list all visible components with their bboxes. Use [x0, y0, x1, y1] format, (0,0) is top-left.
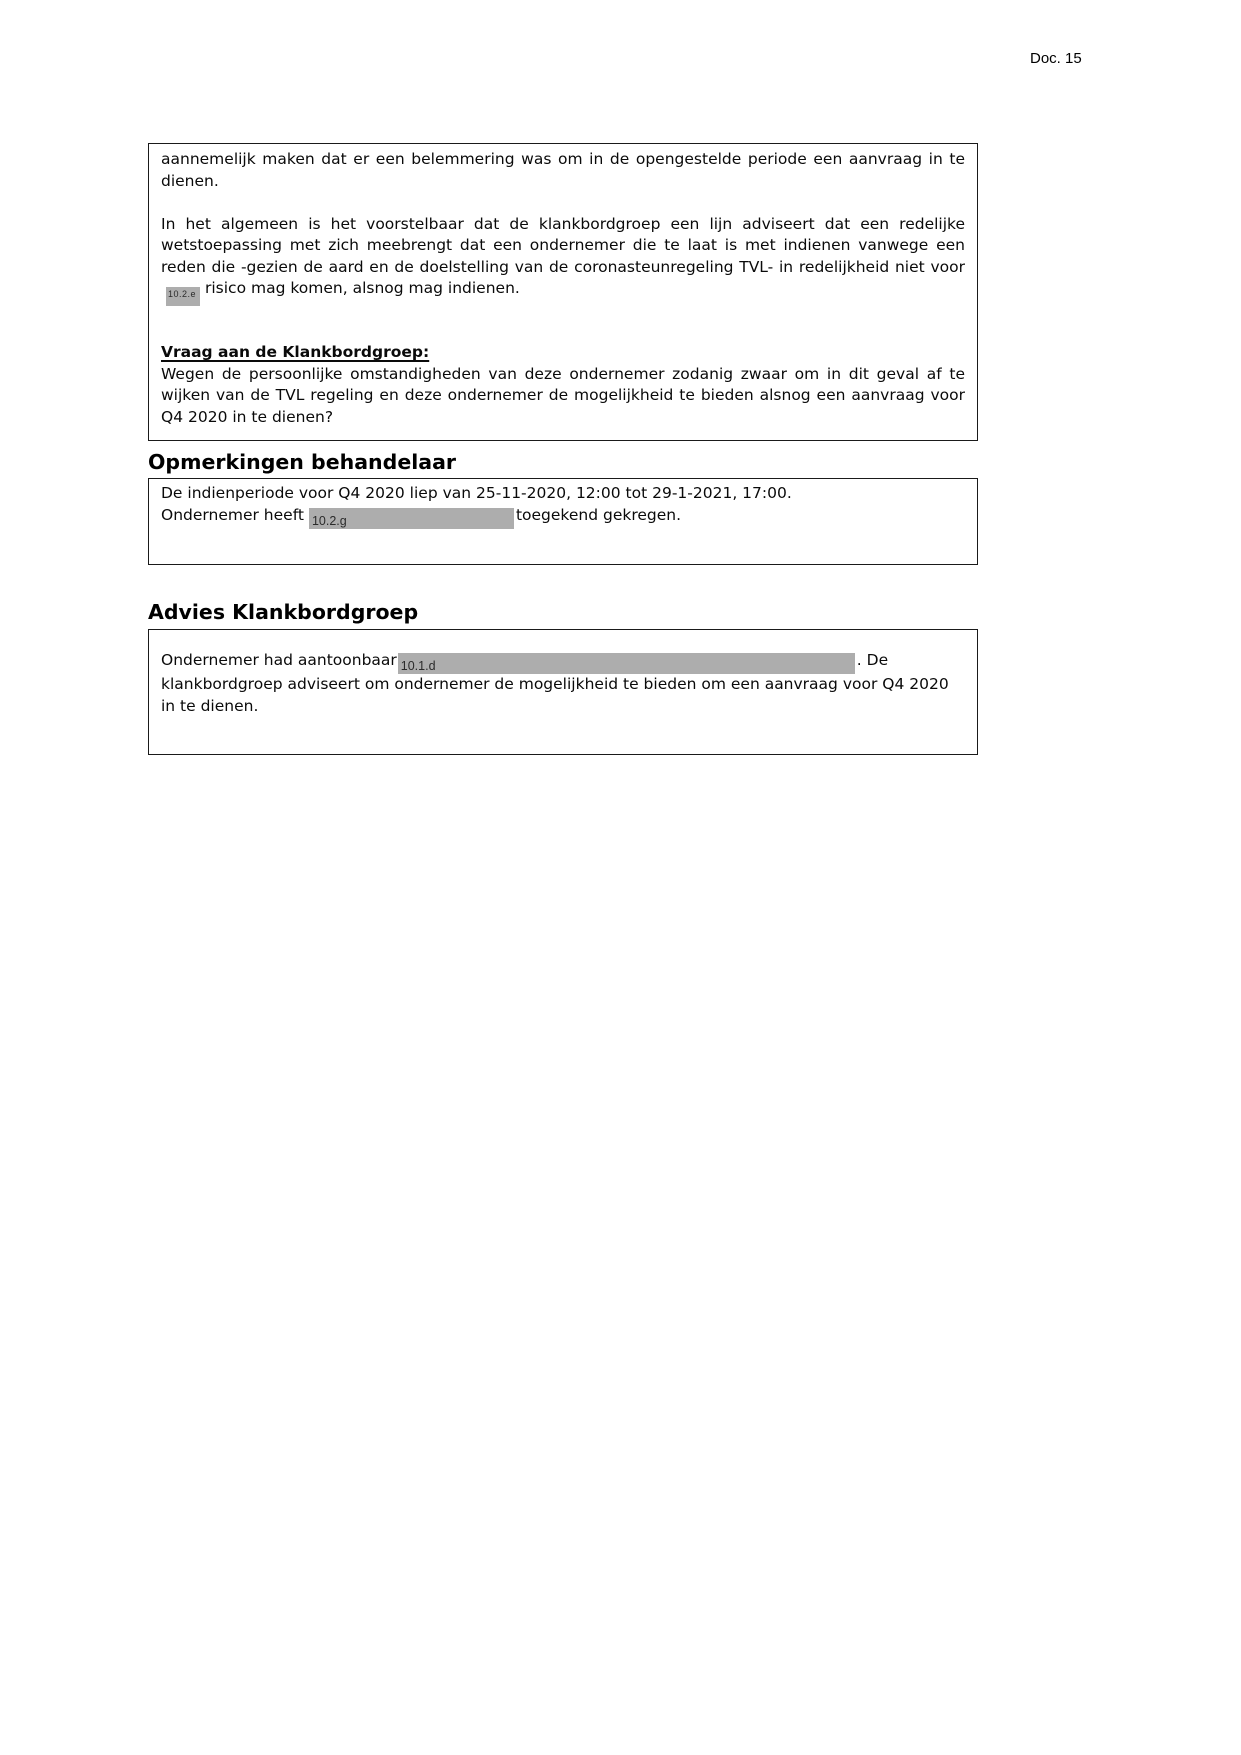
advies-box [148, 629, 978, 755]
question-box [148, 143, 978, 441]
doc-number-label: Doc. 15 [1030, 50, 1082, 67]
opmerkingen-line2-after: toegekend gekregen. [515, 505, 682, 524]
redaction-10-1-d-label: 10.1.d [400, 659, 436, 673]
advies-text-before: Ondernemer had aantoonbaar [161, 651, 397, 669]
advies-text [161, 650, 965, 717]
vraag-text: Wegen de persoonlijke omstandigheden van deze ondernemer zodanig zwaar om in dit geval af te wijken van de TVL regeling en deze ondernemer de mogelijkheid te bieden alsnog een aanvraag voor Q4 2020 in te dienen? [161, 364, 965, 426]
paragraph-algemeen-text-before: In het algemeen is het voorstelbaar dat de klankbordgroep een lijn adviseert dat een redelijke wetstoepassing met zich meebrengt dat een ondernemer die te laat is met indienen vanwege een reden die -gezien de aard en de doelstelling van de coronasteunregeling TVL- in redelijkheid niet voor [161, 214, 965, 276]
redaction-10-2-e: 10.2.e [166, 287, 200, 306]
paragraph-algemeen [161, 214, 965, 307]
opmerkingen-heading: Opmerkingen behandelaar [148, 450, 457, 474]
redaction-10-2-g-label: 10.2.g [311, 513, 347, 528]
paragraph-algemeen-text-after: risico mag komen, alsnog mag indienen. [205, 279, 520, 297]
advies-text-after: . De klankbordgroep adviseert om ondernemer de mogelijkheid te bieden om een aanvraag voor Q4 2020 in te dienen. [161, 651, 949, 715]
opmerkingen-line2-before: Ondernemer heeft [161, 505, 304, 524]
opmerkingen-line1: De indienperiode voor Q4 2020 liep van 25-11-2020, 12:00 tot 29-1-2021, 17:00. [161, 484, 792, 502]
advies-heading: Advies Klankbordgroep [148, 600, 419, 624]
redaction-10-1-d [398, 653, 855, 674]
vraag-heading: Vraag aan de Klankbordgroep: [161, 343, 430, 361]
paragraph-belemmering: aannemelijk maken dat er een belemmering was om in de opengestelde periode een aanvraag in te dienen. [161, 150, 965, 190]
opmerkingen-line2 [161, 505, 965, 529]
opmerkingen-box [148, 478, 978, 565]
redaction-10-2-g [309, 508, 514, 529]
